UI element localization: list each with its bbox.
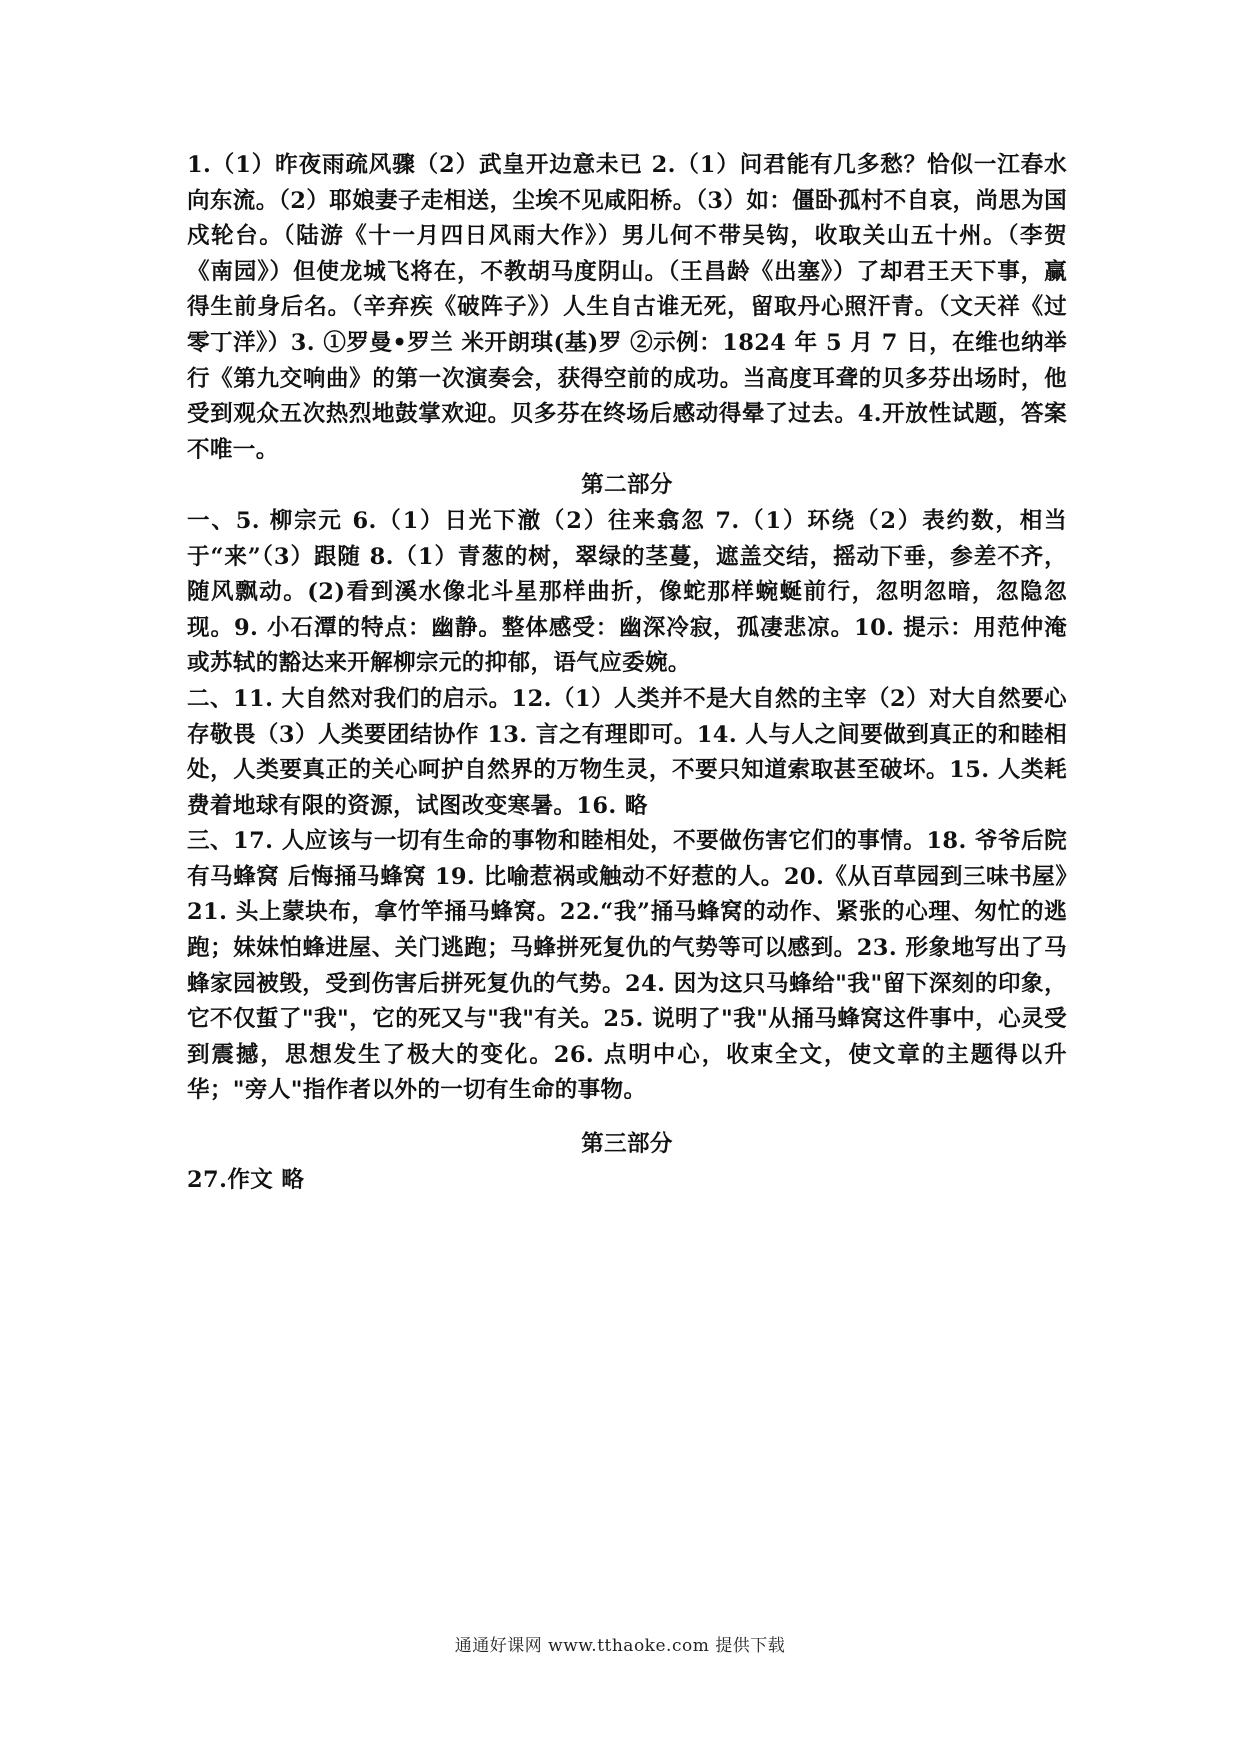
part2-heading: 第二部分 [581,472,673,499]
part2-section2-answers: 二、11. 大自然对我们的启示。12.（1）人类并不是大自然的主宰（2）对大自然要心存敬畏（3）人类要团结协作 13. 言之有理即可。14. 人与人之间要做到真正的和睦相处，人类要真正的关心呵护自然界的万物生灵，不要只知道索取甚至破坏。15. 人类耗费着地球有限的资源，试图改变寒暑。16. 略 [187,685,1067,819]
part2-section1-answers: 一、5. 柳宗元 6.（1）日光下澈（2）往来翕忽 7.（1）环绕（2）表约数，相当于“来”（3）跟随 8.（1）青葱的树，翠绿的茎蔓，遮盖交结，摇动下垂，参差不齐，随风飘动。(2)看到溪水像北斗星那样曲折，像蛇那样蜿蜒前行，忽明忽暗，忽隐忽现。9. 小石潭的特点：幽静。整体感受：幽深冷寂，孤凄悲凉。10. 提示：用范仲淹或苏轼的豁达来开解柳宗元的抑郁，语气应委婉。 [187,507,1067,677]
part3-heading: 第三部分 [581,1131,673,1158]
part3-essay-answer: 27.作文 略 [187,1166,305,1193]
part2-section3-answers: 三、17. 人应该与一切有生命的事物和睦相处，不要做伤害它们的事情。18. 爷爷后院有马蜂窝 后悔捅马蜂窝 19. 比喻惹祸或触动不好惹的人。20.《从百草园到三味书屋》21. 头上蒙块布，拿竹竿捅马蜂窝。22.“我”捅马蜂窝的动作、紧张的心理、匆忙的逃跑；妹妹怕蜂进屋、关门逃跑；马蜂拼死复仇的气势等可以感到。23. 形象地写出了马蜂家园被毁，受到伤害后拼死复仇的气势。24. 因为这只马蜂给"我"留下深刻的印象，它不仅蜇了"我"，它的死又与"我"有关。25. 说明了"我"从捅马蜂窝这件事中，心灵受到震撼，思想发生了极大的变化。26. 点明中心，收束全文，使文章的主题得以升华；"旁人"指作者以外的一切有生命的事物。 [187,828,1067,1104]
answer-key-content [187,148,1067,1198]
footer-source-credit: 通通好课网 www.tthaoke.com 提供下载 [454,1636,786,1656]
part1-answers: 1.（1）昨夜雨疏风骤（2）武皇开边意未已 2.（1）问君能有几多愁？恰似一江春水向东流。（2）耶娘妻子走相送，尘埃不见咸阳桥。（3）如：僵卧孤村不自哀，尚思为国戍轮台。（陆游《十一月四日风雨大作》）男儿何不带吴钩，收取关山五十州。（李贺《南园》）但使龙城飞将在，不教胡马度阴山。（王昌龄《出塞》）了却君王天下事，赢得生前身后名。（辛弃疾《破阵子》）人生自古谁无死，留取丹心照汗青。（文天祥《过零丁洋》）3. ①罗曼•罗兰 米开朗琪(基)罗 ②示例：1824 年 5 月 7 日，在维也纳举行《第九交响曲》的第一次演奏会，获得空前的成功。当高度耳聋的贝多芬出场时，他受到观众五次热烈地鼓掌欢迎。贝多芬在终场后感动得晕了过去。4.开放性试题，答案不唯一。 [187,152,1068,463]
